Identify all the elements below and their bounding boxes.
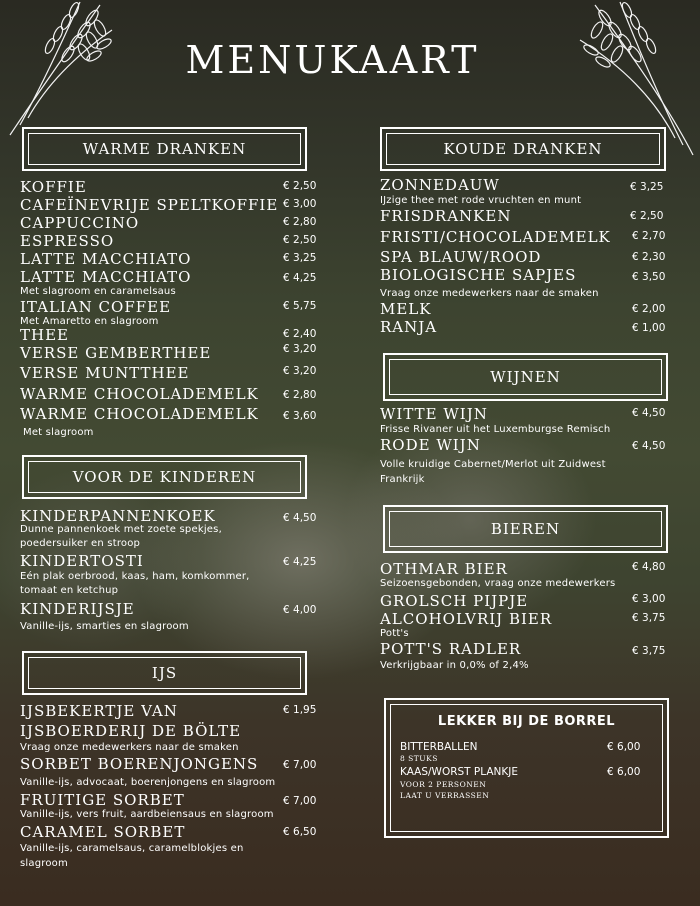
menu-item-description: Eén plak oerbrood, kaas, ham, komkommer, [20, 571, 250, 582]
menu-item-price: € 3,00 [632, 593, 666, 605]
menu-item-price: € 7,00 [283, 759, 317, 771]
menu-item-name: WARME CHOCOLADEMELK [20, 405, 259, 423]
menu-item-name: KINDERPANNENKOEK [20, 507, 216, 525]
menu-item-description: Vraag onze medewerkers naar de smaken [20, 742, 239, 753]
menu-item-description: Vanille-ijs, vers fruit, aardbeiensaus en slagroom [20, 809, 274, 820]
menu-item-name: LATTE MACCHIATO [20, 268, 192, 286]
menu-item-price: € 3,50 [632, 271, 666, 283]
menu-item-description: Vanille-ijs, smarties en slagroom [20, 621, 189, 632]
menu-item-name: WARME CHOCOLADEMELK [20, 385, 259, 403]
menu-item-name: VERSE MUNTTHEE [20, 364, 190, 382]
menu-item-name: IJSBOERDERIJ DE BÖLTE [20, 722, 242, 740]
menu-item-name: VERSE GEMBERTHEE [20, 344, 212, 362]
menu-item-name: CAFEÏNEVRIJE SPELTKOFFIE [20, 196, 279, 214]
menu-item-description: Seizoensgebonden, vraag onze medewerkers [380, 578, 616, 589]
menu-item-price: € 3,20 [283, 343, 317, 355]
menu-item-price: € 3,20 [283, 365, 317, 377]
menu-item-name: KINDERTOSTI [20, 552, 144, 570]
menu-item-name: MELK [380, 300, 432, 318]
menu-item-description: Verkrijgbaar in 0,0% of 2,4% [380, 660, 529, 671]
menu-item-description: Pott's [380, 628, 409, 639]
menu-item-description: Frisse Rivaner uit het Luxemburgse Remisch [380, 424, 611, 435]
menu-item-name: ZONNEDAUW [380, 176, 500, 194]
section-title: KOUDE DRANKEN [386, 133, 660, 165]
menu-item-description: LAAT U VERRASSEN [400, 791, 490, 800]
section-title: WIJNEN [389, 359, 662, 395]
menu-item-name: RANJA [380, 318, 438, 336]
menu-item-description: 8 STUKS [400, 754, 438, 763]
menu-item-name: POTT'S RADLER [380, 640, 522, 658]
menu-item-name: RODE WIJN [380, 436, 481, 454]
menu-item-name: CARAMEL SORBET [20, 823, 186, 841]
menu-item-price: € 4,50 [283, 512, 317, 524]
menu-item-name: KOFFIE [20, 178, 87, 196]
menu-item-description: Frankrijk [380, 474, 425, 485]
menu-item-name: BIOLOGISCHE SAPJES [380, 266, 577, 284]
menu-item-price: € 4,25 [283, 272, 317, 284]
menu-item-price: € 5,75 [283, 300, 317, 312]
section-title: IJS [28, 657, 301, 689]
menu-item-name: ALCOHOLVRIJ BIER [380, 610, 553, 628]
menu-item-description: Met slagroom en caramelsaus [20, 286, 176, 297]
menu-item-name: WITTE WIJN [380, 405, 488, 423]
menu-item-name: FRUITIGE SORBET [20, 791, 185, 809]
menu-item-price: € 2,70 [632, 230, 666, 242]
menu-item-price: € 4,80 [632, 561, 666, 573]
menu-item-price: € 3,25 [283, 252, 317, 264]
menu-item-name: SORBET BOERENJONGENS [20, 755, 259, 773]
menu-item-description: Vanille-ijs, advocaat, boerenjongens en slagroom [20, 777, 276, 788]
section-header-warme-dranken [22, 127, 307, 171]
section-header-wijnen [383, 353, 668, 401]
section-title: BIEREN [389, 511, 662, 547]
menu-item-name: FRISDRANKEN [380, 207, 512, 225]
menu-item-price: € 6,50 [283, 826, 317, 838]
menu-item-price: € 7,00 [283, 795, 317, 807]
menu-item-description: Vraag onze medewerkers naar de smaken [380, 288, 599, 299]
menu-item-price: € 2,00 [632, 303, 666, 315]
menu-item-description: Vanille-ijs, caramelsaus, caramelblokjes en [20, 843, 244, 854]
menu-item-price: € 2,50 [283, 180, 317, 192]
menu-item-description: Dunne pannenkoek met zoete spekjes, [20, 524, 222, 535]
menu-item-price: € 6,00 [607, 766, 641, 778]
section-title: WARME DRANKEN [28, 133, 301, 165]
section-header-bieren [383, 505, 668, 553]
menu-item-price: € 4,50 [632, 407, 666, 419]
section-title: VOOR DE KINDEREN [28, 461, 301, 493]
menu-item-description: Met slagroom [23, 427, 94, 438]
section-header-koude-dranken [380, 127, 666, 171]
page-title: MENUKAART [185, 38, 480, 82]
menu-item-price: € 6,00 [607, 741, 641, 753]
menu-item-price: € 4,50 [632, 440, 666, 452]
menu-item-name: CAPPUCCINO [20, 214, 140, 232]
section-header-voor-de-kinderen [22, 455, 307, 499]
menu-item-price: € 2,30 [632, 251, 666, 263]
menu-item-name: OTHMAR BIER [380, 560, 508, 578]
menu-item-price: € 3,25 [630, 181, 664, 193]
menu-item-name: BITTERBALLEN [400, 741, 478, 753]
menu-item-description: poedersuiker en stroop [20, 538, 141, 549]
menu-item-description: VOOR 2 PERSONEN [400, 780, 487, 789]
menu-item-price: € 2,50 [283, 234, 317, 246]
menu-item-name: FRISTI/CHOCOLADEMELK [380, 228, 611, 246]
menu-item-description: tomaat en ketchup [20, 585, 119, 596]
menu-item-name: ITALIAN COFFEE [20, 298, 172, 316]
menu-item-name: IJSBEKERTJE VAN [20, 702, 178, 720]
menu-item-name: ESPRESSO [20, 232, 115, 250]
menu-item-name: KINDERIJSJE [20, 600, 135, 618]
menu-item-price: € 1,95 [283, 704, 317, 716]
menu-item-price: € 2,50 [630, 210, 664, 222]
menu-item-description: slagroom [20, 858, 68, 869]
menu-item-description: Volle kruidige Cabernet/Merlot uit Zuidwest [380, 459, 606, 470]
menu-item-description: IJzige thee met rode vruchten en munt [380, 195, 582, 206]
menu-item-price: € 2,80 [283, 389, 317, 401]
section-header-ijs [22, 651, 307, 695]
menu-item-price: € 2,80 [283, 216, 317, 228]
section-title: LEKKER BIJ DE BORREL [437, 714, 616, 729]
menu-item-name: LATTE MACCHIATO [20, 250, 192, 268]
menu-item-price: € 3,60 [283, 410, 317, 422]
menu-item-description: Met Amaretto en slagroom [20, 316, 159, 327]
menu-item-name: KAAS/WORST PLANKJE [400, 766, 518, 778]
menu-item-price: € 4,00 [283, 604, 317, 616]
menu-item-name: THEE [20, 326, 69, 344]
menu-item-price: € 3,75 [632, 645, 666, 657]
menu-item-price: € 4,25 [283, 556, 317, 568]
menu-item-price: € 3,75 [632, 612, 666, 624]
menu-item-price: € 1,00 [632, 322, 666, 334]
menu-item-name: SPA BLAUW/ROOD [380, 248, 542, 266]
menu-item-price: € 2,40 [283, 328, 317, 340]
menu-item-price: € 3,00 [283, 198, 317, 210]
menu-item-name: GROLSCH PIJPJE [380, 592, 529, 610]
